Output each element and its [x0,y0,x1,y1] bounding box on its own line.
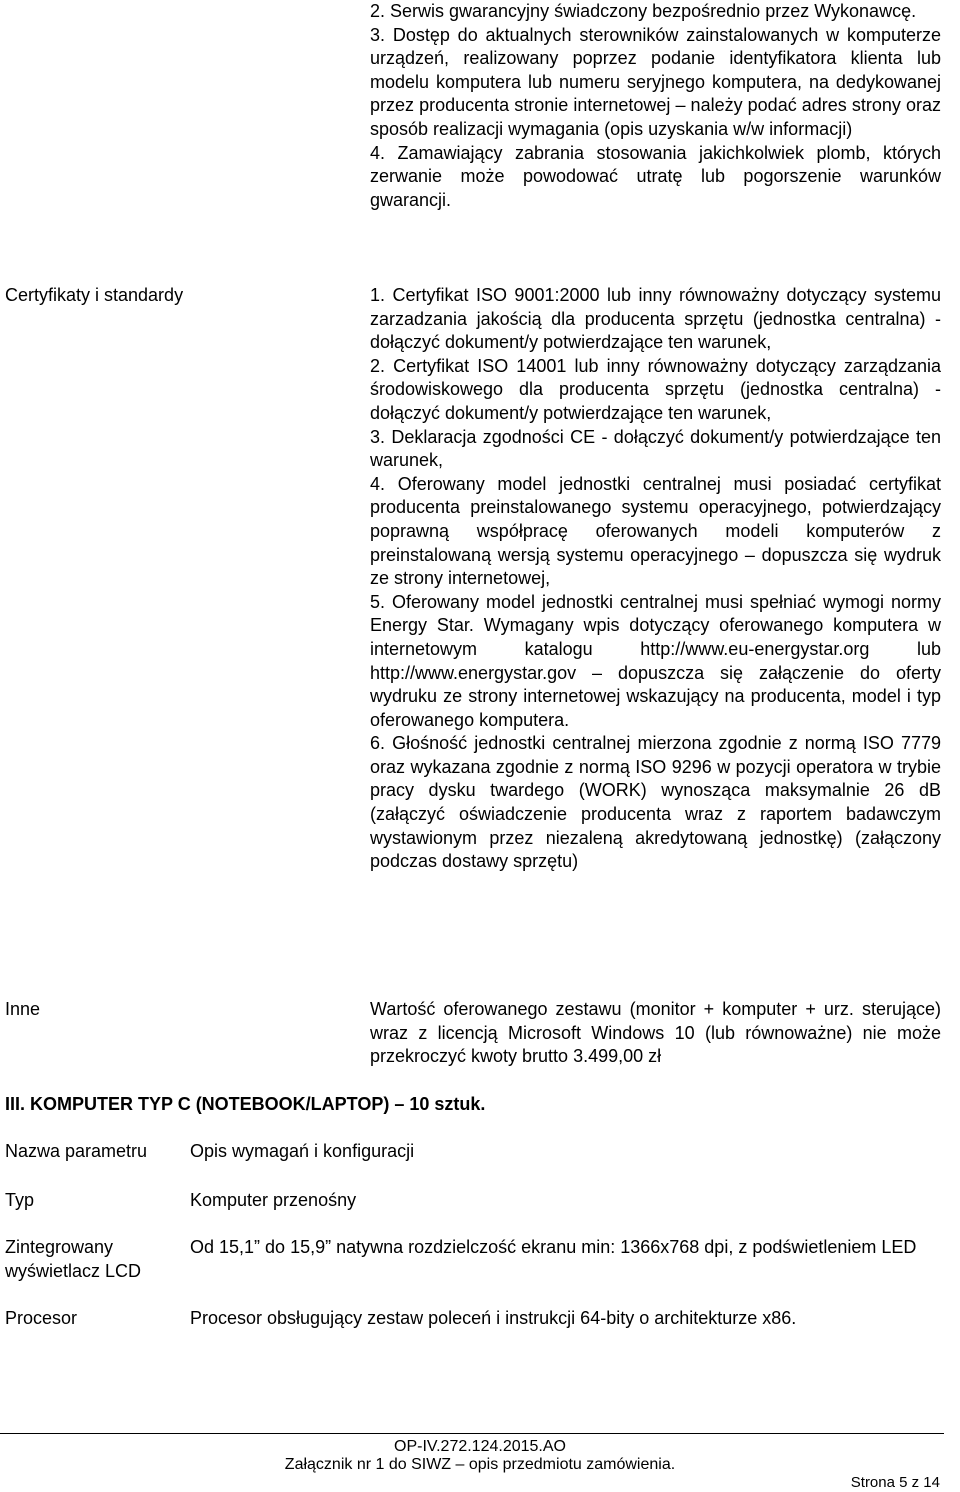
row-lcd-label: Zintegrowany wyświetlacz LCD [5,1237,142,1281]
row-cpu-value: Procesor obsługujący zestaw poleceń i instrukcji 64-bity o architekturze x86. [190,1308,797,1328]
certs-label: Certyfikaty i standardy [5,285,184,305]
footer-rule [0,1433,944,1434]
warranty-item-3: 3. Dostęp do aktualnych sterowników zainstalowanych w komputerze urządzeń, realizowany poprzez podanie identyfikatora klienta lub modelu komputera lub numeru seryjnego komputera, na dedykowanej przez producenta stronie internetowej – należy podać adres strony oraz sposób realizacji wymagania (opis uzyskania w/w informacji) [370,24,941,139]
warranty-items [370,0,941,212]
param-header-value: Opis wymagań i konfiguracji [190,1141,415,1161]
certs-items [370,284,941,874]
row-cpu-label: Procesor [5,1308,78,1328]
cert-item-5: 5. Oferowany model jednostki centralnej musi spełniać wymogi normy Energy Star. Wymagany wpis dotyczący oferowanego komputera w internetowym katalogu http://www.eu-energystar.org lub http://www.energystar.gov – dopuszcza się załączenie do oferty wydruku ze strony internetowej wskazujący na producenta, model i typ oferowanego komputera. [370,591,941,730]
cert-item-4: 4. Oferowany model jednostki centralnej musi posiadać certyfikat producenta preinstalowanego systemu operacyjnego, potwierdzający poprawną współpracę oferowanych modeli komputerów z preinstalowaną wersją systemu operacyjnego – dopuszcza się wydruk ze strony internetowej, [370,473,941,589]
other-label: Inne [5,999,41,1019]
cert-item-2: 2. Certyfikat ISO 14001 lub inny równoważny dotyczący zarządzania środowiskowego dla producenta sprzętu (jednostka centralna) - dołączyć dokument/y potwierdzające ten warunek, [370,355,941,423]
warranty-item-4: 4. Zamawiający zabrania stosowania jakichkolwiek plomb, których zerwanie może powodować utratę lub pogorszenie warunków gwarancji. [370,142,941,210]
section-heading: III. KOMPUTER TYP C (NOTEBOOK/LAPTOP) – 10 sztuk. [5,1094,486,1114]
row-lcd-value: Od 15,1” do 15,9” natywna rozdzielczość ekranu min: 1366x768 dpi, z podświetleniem LED [190,1237,917,1257]
row-typ-label: Typ [5,1190,35,1210]
cert-item-1: 1. Certyfikat ISO 9001:2000 lub inny równoważny dotyczący systemu zarzadzania jakością dla producenta sprzętu (jednostka centralna) - dołączyć dokument/y potwierdzające ten warunek, [370,285,941,353]
cert-item-3: 3. Deklaracja zgodności CE - dołączyć dokument/y potwierdzające ten warunek, [370,426,941,471]
row-typ-value: Komputer przenośny [190,1190,357,1210]
warranty-item-2: 2. Serwis gwarancyjny świadczony bezpośrednio przez Wykonawcę. [370,1,917,21]
footer-title: Załącznik nr 1 do SIWZ – opis przedmiotu zamówienia. [284,1456,676,1473]
cert-item-6: 6. Głośność jednostki centralnej mierzona zgodnie z normą ISO 7779 oraz wykazana zgodnie z normą ISO 9296 w pozycji operatora w trybie pracy dysku twardego (WORK) wynosząca maksymalnie 26 dB (załączyć oświadczenie producenta wraz z raportem badawczym wystawionym przez niezaleną akredytowaną jednostkę) (załączony podczas dostawy sprzętu) [370,733,941,872]
other-text: Wartość oferowanego zestawu (monitor + komputer + urz. sterujące) wraz z licencją Microsoft Windows 10 (lub równoważne) nie może przekroczyć kwoty brutto 3.499,00 zł [370,999,941,1067]
footer-ref: OP-IV.272.124.2015.AO [394,1438,566,1455]
page-number: Strona 5 z 14 [850,1474,940,1491]
param-header-label: Nazwa parametru [5,1141,148,1161]
